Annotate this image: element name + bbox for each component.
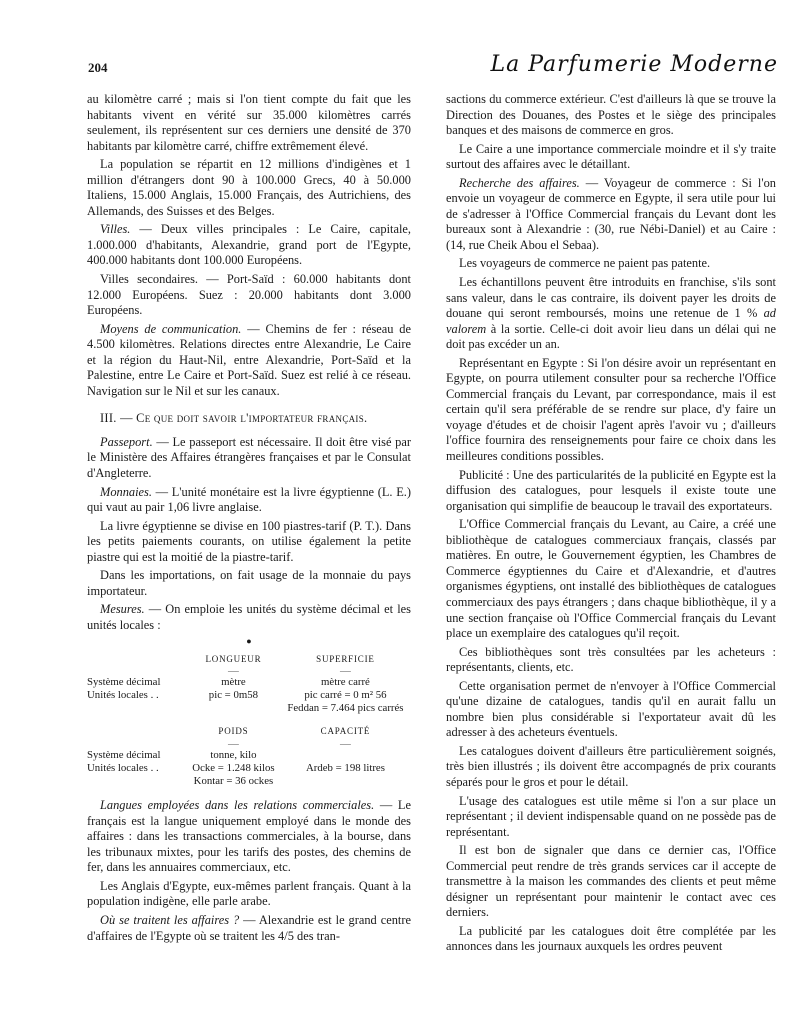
table-cell: pic = 0m58	[208, 688, 259, 701]
table-cell-line: pic carré = 0 m² 56	[304, 688, 387, 701]
paragraph: Ces bibliothèques sont très consultées par les acheteurs : représentants, clients, etc.	[446, 644, 776, 675]
table-cell-line: Kontar = 36 ockes	[193, 774, 274, 787]
row-label-decimal: Système décimal	[87, 748, 161, 761]
paragraph-text: — Alexandrie est le grand centre d'affaires de l'Egypte où se traitent les 4/5 des tran-	[87, 912, 411, 943]
table-cell-line: Ocke = 1.248 kilos	[192, 761, 275, 774]
table-row	[87, 762, 411, 788]
rule-mark: —	[340, 737, 351, 750]
paragraph-text: — Le français est la langue uniquement employé dans le monde des affaires : dans les transactions commerciales, à la bourse, dans les tribunaux mixtes, pour les tarifs des postes, des chemins de fer, dans les annuaires commerciaux, etc.	[87, 798, 411, 875]
paragraph	[87, 322, 411, 400]
paragraph: Les Anglais d'Egypte, eux-mêmes parlent français. Quant à la population indigène, elle parle arabe.	[87, 878, 411, 909]
table-row	[87, 689, 411, 715]
column-header-longueur: LONGUEUR	[205, 653, 262, 664]
column-header-capacite: CAPACITÉ	[320, 726, 371, 737]
paragraph: Il est bon de signaler que dans ce dernier cas, l'Office Commercial peut rendre de très grands services car il accepte de transmettre à la maison les commandes des clients et peut même désigner un représentant pour maintenir le contact avec ces derniers.	[446, 843, 776, 920]
paragraph-keyword: Monnaies.	[100, 484, 152, 499]
paragraph	[87, 602, 411, 633]
table-cell: mètre carré	[321, 675, 370, 688]
paragraph: Publicité : Une des particularités de la publicité en Egypte est la diffusion des catalogues, pour lesquels il existe toute une organisation qui simplifie de beaucoup le travail des exportateurs.	[446, 467, 776, 513]
paragraph-text: à la sortie. Celle-ci doit avoir lieu dans un délai qui ne doit pas excéder un an.	[446, 321, 776, 352]
row-label-local: Unités locales . .	[87, 761, 159, 774]
running-title: La Parfumerie Moderne	[490, 52, 778, 77]
paragraph-text: — L'unité monétaire est la livre égyptienne (L. E.) qui vaut au pair 1,06 livre anglaise.	[87, 484, 411, 515]
paragraph-keyword: ad valorem	[446, 306, 776, 336]
paragraph-text: — Voyageur de commerce : Si l'on envoie un voyageur de commerce en Egypte, il sera utile pour lui de s'adresser à l'Office Commercial français du Levant dont les bureaux sont à Alexandrie : (30, rue Nébi-Daniel) et au Caire : (14, rue Cheik Abou el Sebaa).	[446, 175, 776, 252]
column-header-superficie: SUPERFICIE	[316, 653, 375, 664]
table-cell: Ardeb = 198 litres	[305, 761, 385, 774]
paragraph-text: — Chemins de fer : réseau de 4.500 kilomètres. Relations directes entre Alexandrie, Le Caire et la région du Haut-Nil, entre Alexandrie, Port-Saïd et la Palestine, entre Le Caire et Port-Saïd. Suez est relié à ce réseau. Navigation sur le Nil et sur les canaux.	[87, 321, 412, 398]
paragraph-keyword: Langues employées dans les relations commerciales.	[100, 798, 375, 813]
paragraph	[87, 485, 411, 516]
table-cell	[280, 689, 411, 715]
table-cell	[187, 762, 280, 788]
paragraph-text: — On emploie les unités du système décimal et les unités locales :	[87, 602, 411, 632]
paragraph: Cette organisation permet de n'envoyer à l'Office Commercial qu'une dizaine de catalogues, tandis qu'il en aurait fallu un nombre bien plus considérable si l'exportateur avait dû les adresser à des acheteurs éventuels.	[446, 678, 776, 740]
table-row	[87, 676, 411, 689]
paragraph: Représentant en Egypte : Si l'on désire avoir un représentant en Egypte, on pourra utilement consulter pour sa recherche l'Office Commercial français du Levant, par correspondance, mais il est certain qu'il sera préférable de se rendre sur place, d'y faire un voyage d'études et de choisir l'agent après l'avoir vu ; d'ailleurs l'office fournira des renseignements pour faire ce choix dans les meilleures conditions possibles.	[446, 355, 776, 464]
paragraph-keyword: Mesures.	[100, 602, 145, 617]
paragraph: Les voyageurs de commerce ne paient pas patente.	[459, 256, 711, 271]
paragraph: au kilomètre carré ; mais si l'on tient compte du fait que les habitants vivent en vérité sur 35.000 kilomètres carrés seulement, ils représentent sur ces derniers une densité de 370 habitants par kilomètre carré, chiffre extrêmement élevé.	[87, 92, 411, 153]
paragraph: Le Caire a une importance commerciale moindre et il s'y traite surtout des affaires avec le détaillant.	[446, 141, 776, 172]
paragraph: sactions du commerce extérieur. C'est d'ailleurs là que se trouve la Direction des Douanes, des Postes et le siège des principales banques et des maisons de commerce en gros.	[446, 92, 776, 138]
left-column	[87, 92, 411, 947]
paragraph: L'usage des catalogues est utile même si l'on a sur place un représentant ; il devient indispensable quand on ne possède pas de représentant.	[446, 793, 776, 839]
table-cell: tonne, kilo	[210, 748, 257, 761]
rule-mark: —	[228, 737, 239, 750]
page-number: 204	[88, 60, 108, 75]
paragraph-text: — Le passeport est nécessaire. Il doit être visé par le Ministère des Affaires étrangères françaises et par le Consulat d'Angleterre.	[87, 434, 411, 481]
rule-mark: —	[340, 664, 351, 677]
paragraph-keyword: Passeport.	[100, 434, 153, 449]
table-cell-line: Feddan = 7.464 pics carrés	[287, 702, 404, 715]
paragraph	[87, 222, 411, 269]
right-column	[446, 92, 776, 958]
paragraph-keyword: Où se traitent les affaires ?	[100, 912, 240, 927]
row-label-decimal: Système décimal	[87, 675, 161, 688]
section-heading: III. — Ce que doit savoir l'importateur français.	[100, 411, 368, 426]
ornament-dot: ●	[246, 635, 252, 646]
paragraph-keyword: Moyens de communication.	[100, 321, 242, 336]
paragraph: La population se répartit en 12 millions d'indigènes et 1 million d'étrangers dont 90 à 100.000 Grecs, 40 à 50.000 Italiens, 15.000 Anglais, 15.000 Français, des Autrichiens, des Allemands, des Suisses et des Belges.	[87, 157, 411, 218]
paragraph: Villes secondaires. — Port-Saïd : 60.000 habitants dont 12.000 Européens. Suez : 20.000 habitants dont 3.000 Européens.	[87, 272, 411, 318]
paragraph-text: — Deux villes principales : Le Caire, capitale, 1.000.000 d'habitants, Alexandrie, grand port de l'Egypte, 400.000 habitants dont 100.000 Européens.	[87, 222, 411, 268]
paragraph: L'Office Commercial français du Levant, au Caire, a créé une bibliothèque de catalogues commerciaux français, classés par matières. En outre, le Gouvernement égyptien, les Chambres de Commerce égyptiennes du Caire et d'Alexandrie, et d'autres organismes égyptiens, ont installé des bibliothèques de catalogues commerciaux des pays étrangers ; dans chaque bibliothèque, il y a une section française où l'Office Commercial français du Levant place un exemplaire des catalogues qu'il reçoit.	[446, 517, 776, 641]
paragraph	[446, 275, 776, 353]
paragraph-keyword: Villes.	[100, 222, 131, 237]
paragraph: Dans les importations, on fait usage de la monnaie du pays importateur.	[87, 568, 411, 598]
table-cell	[280, 749, 411, 762]
row-label-local: Unités locales . .	[87, 688, 159, 701]
column-header-poids: POIDS	[218, 726, 249, 737]
paragraph: La livre égyptienne se divise en 100 piastres-tarif (P. T.). Dans les petits paiements courants, on utilise également la petite piastre qui est la moitié de la piastre-tarif.	[87, 518, 411, 564]
units-table	[87, 651, 411, 789]
rule-mark: —	[228, 664, 239, 677]
paragraph	[87, 913, 411, 944]
paragraph: Les catalogues doivent d'ailleurs être particulièrement soignés, très bien illustrés ; ils doivent être accompagnés de prix courants séparés pour le gros et pour le détail.	[446, 743, 776, 789]
paragraph-text: Les échantillons peuvent être introduits en franchise, s'ils sont sans valeur, dans le cas contraire, ils doivent payer les droits de douane qui seront remboursés, moins une retenue de 1 %	[446, 275, 776, 321]
table-cell: mètre	[221, 675, 246, 688]
paragraph: La publicité par les catalogues doit être complétée par les annonces dans les journaux auxquels les ordres peuvent	[446, 923, 776, 954]
paragraph	[446, 176, 776, 254]
paragraph	[87, 435, 411, 482]
paragraph-keyword: Recherche des affaires.	[459, 175, 580, 190]
table-row	[87, 749, 411, 762]
paragraph	[87, 798, 411, 876]
